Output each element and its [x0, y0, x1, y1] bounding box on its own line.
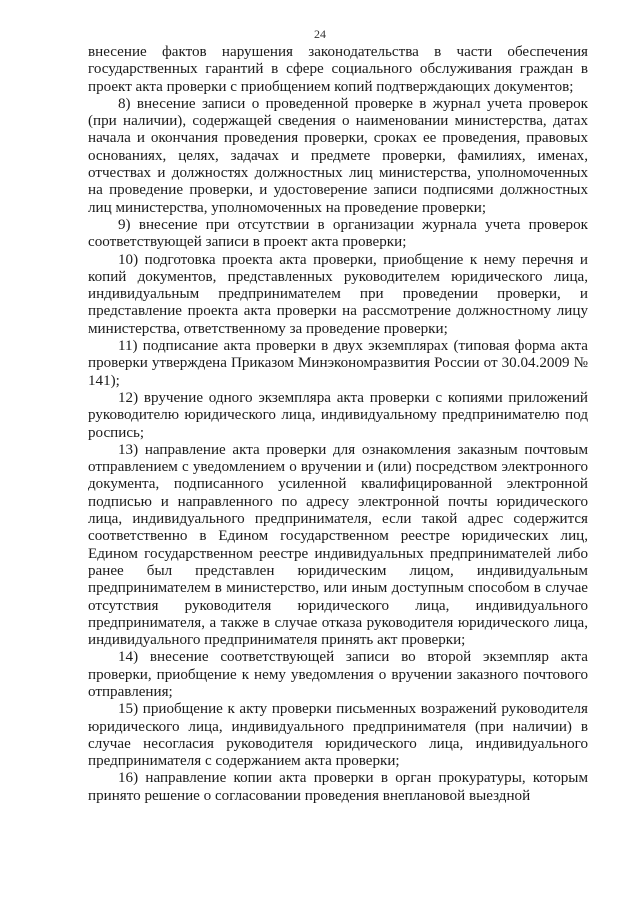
paragraph-item-10: 10) подготовка проекта акта проверки, приобщение к нему перечня и копий документов, представленных руководителем юридического лица, индивидуальным предпринимателем при проведении проверки, и представление проекта акта проверки на рассмотрение должностному лицу министерства, ответственному за проведение проверки; [88, 251, 588, 337]
document-body [88, 44, 588, 805]
paragraph-item-15: 15) приобщение к акту проверки письменных возражений руководителя юридического лица, индивидуального предпринимателя (при наличии) в случае несогласия руководителя юридического лица, индивидуального предпринимателя с содержанием акта проверки; [88, 701, 588, 770]
paragraph-item-16: 16) направление копии акта проверки в орган прокуратуры, которым принято решение о согласовании проведения внеплановой выездной [88, 770, 588, 804]
paragraph-continuation: внесение фактов нарушения законодательства в части обеспечения государственных гарантий в сфере социального обслуживания граждан в проект акта проверки с приобщением копий подтверждающих документов; [88, 44, 588, 95]
paragraph-item-8: 8) внесение записи о проведенной проверке в журнал учета проверок (при наличии), содержащей сведения о наименовании министерства, датах начала и окончания проведения проверки, сроках ее проведения, правовых основаниях, целях, задачах и предмете проверки, фамилиях, именах, отчествах и должностях должностных лиц министерства, уполномоченных на проведение проверки, и удостоверение записи подписями должностных лиц министерства, уполномоченных на проведение проверки; [88, 95, 588, 216]
paragraph-item-13: 13) направление акта проверки для ознакомления заказным почтовым отправлением с уведомлением о вручении и (или) посредством электронного документа, подписанного усиленной квалифицированной электронной подписью и направленного по адресу электронной почты юридического лица, индивидуального предпринимателя, если такой адрес содержится соответственно в Едином государственном реестре юридических лиц, Едином государственном реестре индивидуальных предпринимателей либо ранее был представлен юридическим лицом, индивидуальным предпринимателем в министерство, или иным доступным способом в случае отсутствия руководителя юридического лица, индивидуального предпринимателя, а также в случае отказа руководителя юридического лица, индивидуального предпринимателя принять акт проверки; [88, 441, 588, 649]
paragraph-item-11: 11) подписание акта проверки в двух экземплярах (типовая форма акта проверки утверждена Приказом Минэкономразвития России от 30.04.2009 № 141); [88, 338, 588, 389]
paragraph-item-14: 14) внесение соответствующей записи во второй экземпляр акта проверки, приобщение к нему уведомления о вручении заказного почтового отправления; [88, 649, 588, 700]
page-number: 24 [314, 27, 326, 41]
paragraph-item-12: 12) вручение одного экземпляра акта проверки с копиями приложений руководителю юридического лица, индивидуальному предпринимателю под роспись; [88, 389, 588, 441]
paragraph-item-9: 9) внесение при отсутствии в организации журнала учета проверок соответствующей записи в проект акта проверки; [88, 216, 588, 251]
